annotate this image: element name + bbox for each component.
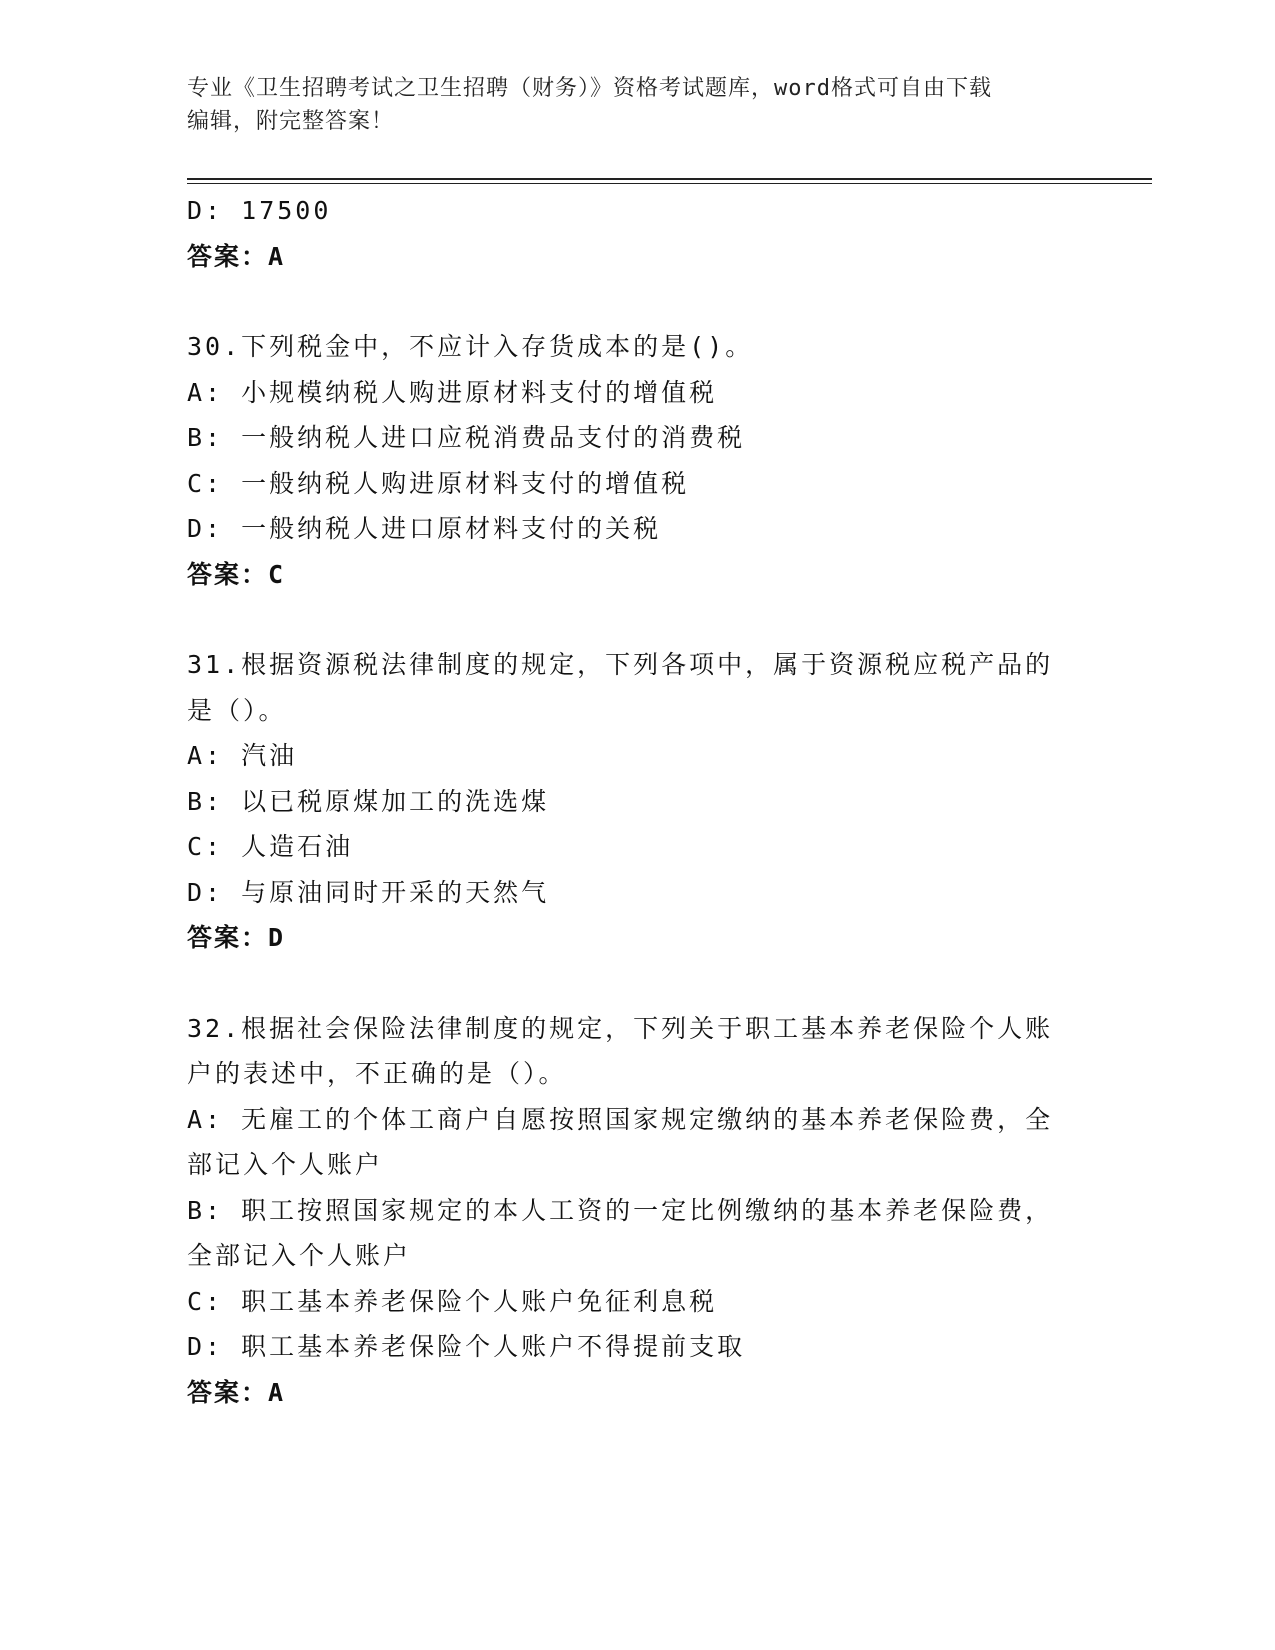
option-b: B: 职工按照国家规定的本人工资的一定比例缴纳的基本养老保险费，	[187, 1195, 1054, 1225]
spacer	[187, 597, 1087, 642]
header-line-1: 专业《卫生招聘考试之卫生招聘（财务）》资格考试题库，word格式可自由下载	[187, 76, 992, 101]
spacer	[187, 279, 1087, 324]
question-30	[187, 324, 1087, 597]
option-b: B: 一般纳税人进口应税消费品支付的消费税	[187, 423, 746, 452]
option-d: D: 与原油同时开采的天然气	[187, 877, 550, 907]
option-d: D: 职工基本养老保险个人账户不得提前支取	[187, 1332, 746, 1361]
previous-question-tail	[187, 188, 1087, 279]
question-stem-line: 是（）。	[187, 695, 287, 725]
option-c: C: 职工基本养老保险个人账户免征利息税	[187, 1286, 718, 1316]
answer-line	[187, 234, 1087, 280]
option-c: C: 一般纳税人购进原材料支付的增值税	[187, 468, 690, 498]
question-stem-line: 30.下列税金中，不应计入存货成本的是()。	[187, 332, 754, 361]
answer-label: 答案：	[187, 923, 269, 952]
option-a: A: 小规模纳税人购进原材料支付的增值税	[187, 377, 718, 407]
answer-value: A	[268, 241, 286, 271]
document-body	[187, 188, 1087, 1415]
answer-label: 答案：	[187, 559, 269, 589]
question-stem-line: 32.根据社会保险法律制度的规定，下列关于职工基本养老保险个人账	[187, 1013, 1054, 1043]
answer-line	[187, 552, 1087, 598]
option-b-continued: 全部记入个人账户	[187, 1241, 412, 1270]
option-a-continued: 部记入个人账户	[187, 1150, 384, 1179]
question-stem-line: 31.根据资源税法律制度的规定，下列各项中，属于资源税应税产品的	[187, 650, 1054, 679]
option-a: A: 无雇工的个体工商户自愿按照国家规定缴纳的基本养老保险费，全	[187, 1104, 1054, 1134]
option-b: B: 以已税原煤加工的洗选煤	[187, 786, 550, 816]
answer-line	[187, 915, 1087, 961]
option-c: C: 人造石油	[187, 832, 354, 861]
question-31	[187, 642, 1087, 961]
header-rule-thin	[187, 183, 1152, 184]
option-d: D: 17500	[187, 196, 332, 225]
answer-value: A	[268, 1377, 286, 1407]
page-header	[187, 72, 1067, 138]
question-stem-line: 户的表述中，不正确的是（）。	[187, 1059, 567, 1088]
question-32	[187, 1006, 1087, 1416]
answer-label: 答案：	[187, 1377, 269, 1407]
header-line-2: 编辑，附完整答案！	[187, 109, 395, 134]
option-d: D: 一般纳税人进口原材料支付的关税	[187, 514, 662, 543]
option-a: A: 汽油	[187, 741, 298, 770]
header-rule-thick	[187, 178, 1152, 180]
answer-line	[187, 1370, 1087, 1416]
answer-label: 答案：	[187, 241, 269, 271]
answer-value: D	[268, 923, 286, 952]
spacer	[187, 961, 1087, 1006]
answer-value: C	[268, 559, 286, 589]
